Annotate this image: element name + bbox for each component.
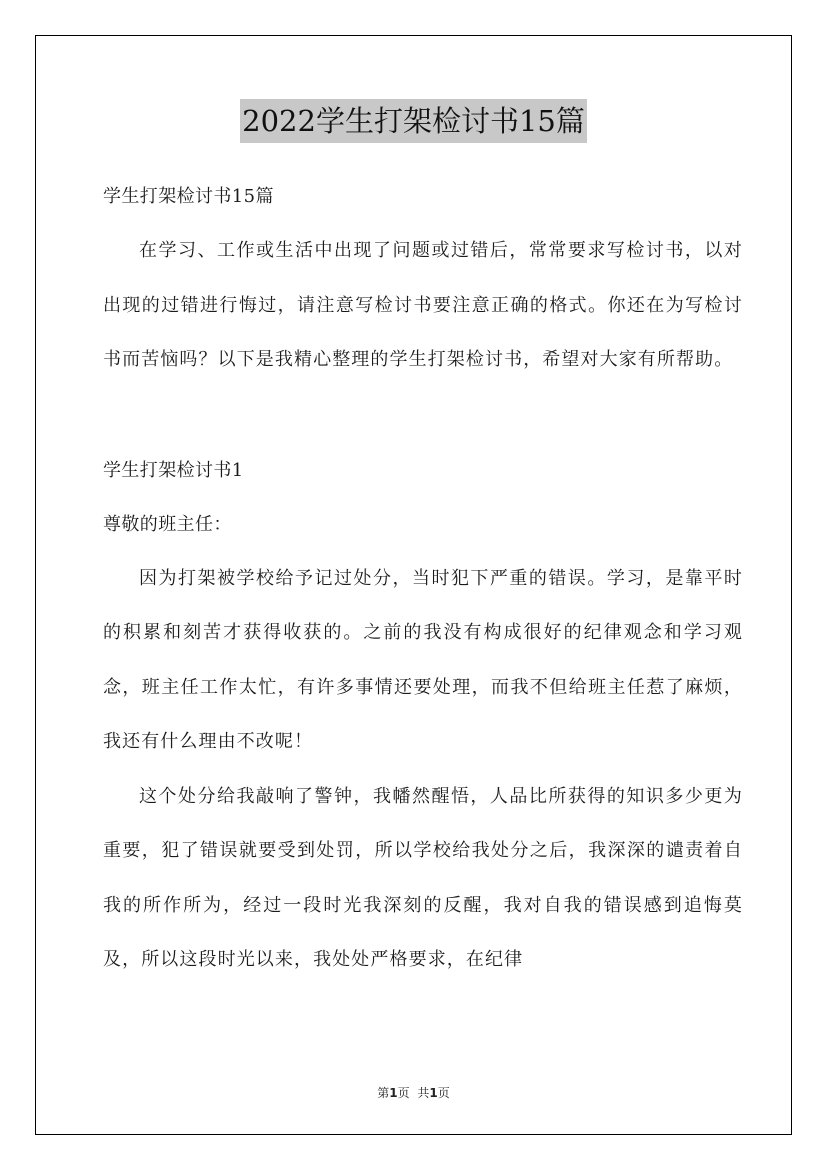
document-title: 2022学生打架检讨书15篇 bbox=[240, 99, 587, 143]
title-container bbox=[0, 99, 827, 143]
salutation: 尊敬的班主任： bbox=[103, 513, 232, 535]
body-paragraph-1: 因为打架被学校给予记过处分，当时犯下严重的错误。学习，是靠平时的积累和刻苦才获得收获的。之前的我没有构成很好的纪律观念和学习观念，班主任工作太忙，有许多事情还要处理，而我不但给班主任惹了麻烦，我还有什么理由不改呢！ bbox=[103, 567, 743, 752]
footer-page-suffix: 页 bbox=[397, 1086, 410, 1100]
footer-total-suffix: 页 bbox=[437, 1086, 450, 1100]
document-body bbox=[103, 170, 743, 988]
document-subtitle: 学生打架检讨书15篇 bbox=[103, 186, 274, 207]
section-spacer bbox=[103, 388, 743, 444]
footer-page-number: 1 bbox=[389, 1086, 398, 1100]
section-heading: 学生打架检讨书1 bbox=[103, 459, 244, 481]
footer-total-pages: 1 bbox=[429, 1086, 438, 1100]
page-footer bbox=[0, 1084, 827, 1101]
footer-page-prefix: 第 bbox=[377, 1086, 390, 1100]
intro-paragraph: 在学习、工作或生活中出现了问题或过错后，常常要求写检讨书，以对出现的过错进行悔过，请注意写检讨书要注意正确的格式。你还在为写检讨书而苦恼吗？以下是我精心整理的学生打架检讨书，希望对大家有所帮助。 bbox=[103, 240, 743, 370]
footer-total-prefix: 共 bbox=[417, 1086, 430, 1100]
body-paragraph-2: 这个处分给我敲响了警钟，我幡然醒悟，人品比所获得的知识多少更为重要，犯了错误就要受到处罚，所以学校给我处分之后，我深深的谴责着自我的所作所为，经过一段时光我深刻的反醒，我对自我的错误感到追悔莫及，所以这段时光以来，我处处严格要求，在纪律 bbox=[103, 785, 743, 970]
